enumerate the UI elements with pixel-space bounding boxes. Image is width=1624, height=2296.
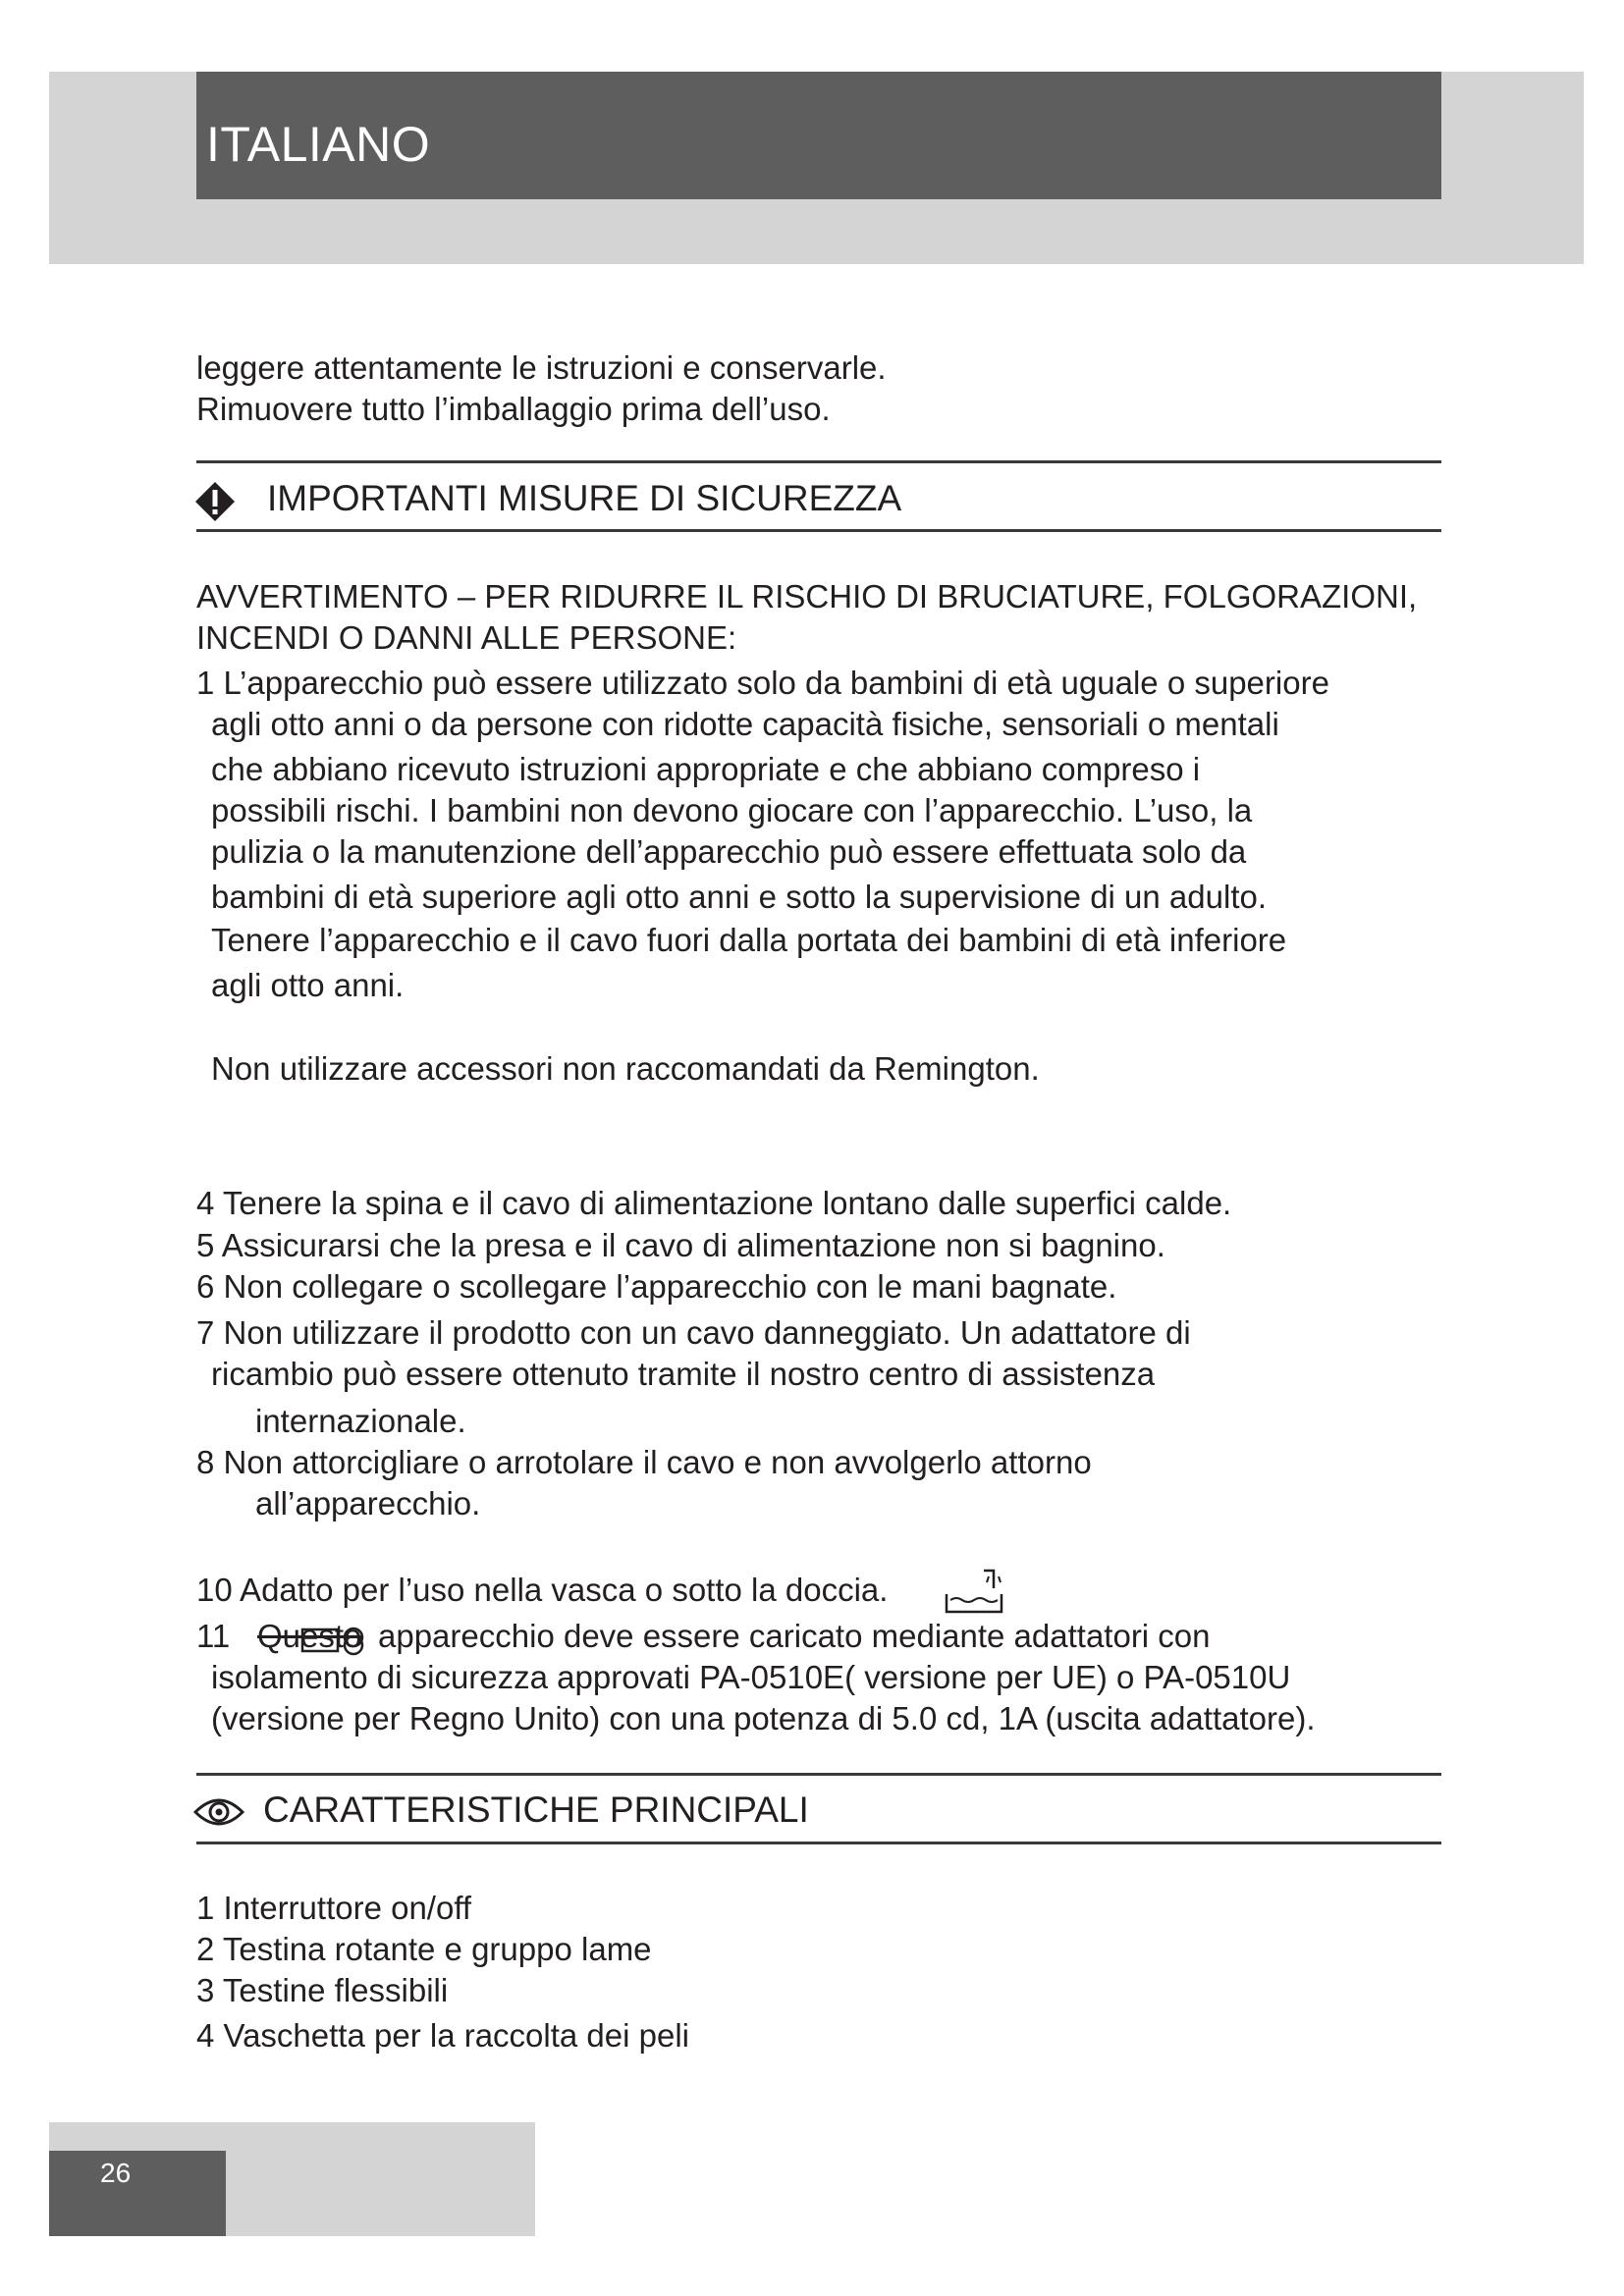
item-5: 5 Assicurarsi che la presa e il cavo di alimentazione non si bagnino. [196, 1227, 1165, 1263]
bath-shower-icon [943, 1567, 1009, 1618]
item-11-struck-word: Questo [257, 1618, 362, 1654]
warning-line-1: AVVERTIMENTO – PER RIDURRE IL RISCHIO DI BRUCIATURE, FOLGORAZIONI, [196, 578, 1418, 614]
feature-item-2: 2 Testina rotante e gruppo lame [196, 1931, 652, 1967]
item-1-line-8: agli otto anni. [211, 967, 405, 1003]
features-title: CARATTERISTICHE PRINCIPALI [263, 1789, 809, 1830]
warning-icon [194, 481, 236, 522]
item-1-line-4: possibili rischi. I bambini non devono giocare con l’apparecchio. L’uso, la [211, 792, 1253, 828]
item-11-line-2: isolamento di sicurezza approvati PA-0510E( versione per UE) o PA-0510U [211, 1659, 1291, 1695]
feature-item-1: 1 Interruttore on/off [196, 1890, 472, 1926]
item-1-line-1: 1 L’apparecchio può essere utilizzato solo da bambini di età uguale o superiore [196, 665, 1329, 701]
item-8-line-1: 8 Non attorcigliare o arrotolare il cavo e non avvolgerlo attorno [196, 1444, 1092, 1480]
item-6: 6 Non collegare o scollegare l’apparecchio con le mani bagnate. [196, 1268, 1117, 1305]
page-number: 26 [100, 2158, 132, 2188]
language-title: ITALIANO [206, 117, 431, 172]
warning-line-2: INCENDI O DANNI ALLE PERSONE: [196, 619, 737, 656]
item-8-line-2: all’apparecchio. [255, 1485, 481, 1522]
feature-item-3: 3 Testine flessibili [196, 1972, 449, 2008]
item-7-line-1: 7 Non utilizzare il prodotto con un cavo danneggiato. Un adattatore di [196, 1314, 1191, 1351]
item-1-line-2: agli otto anni o da persone con ridotte capacità fisiche, sensoriali o mentali [211, 706, 1279, 742]
features-rule-top [196, 1773, 1441, 1776]
accessories-note: Non utilizzare accessori non raccomandati da Remington. [211, 1050, 1040, 1087]
safety-rule-bottom [196, 529, 1441, 532]
item-10: 10 Adatto per l’uso nella vasca o sotto la doccia. [196, 1572, 889, 1608]
item-7-line-2: ricambio può essere ottenuto tramite il nostro centro di assistenza [211, 1356, 1156, 1392]
intro-line-2: Rimuovere tutto l’imballaggio prima dell’uso. [196, 391, 831, 427]
features-rule-bottom [196, 1842, 1441, 1844]
feature-item-4: 4 Vaschetta per la raccolta dei peli [196, 2017, 690, 2054]
safety-rule-top [196, 460, 1441, 463]
intro-line-1: leggere attentamente le istruzioni e conservarle. [196, 349, 887, 386]
item-1-line-3: che abbiano ricevuto istruzioni appropriate e che abbiano compreso i [211, 751, 1201, 787]
item-11-line-3: (versione per Regno Unito) con una potenza di 5.0 cd, 1A (uscita adattatore). [211, 1700, 1316, 1736]
item-4: 4 Tenere la spina e il cavo di alimentazione lontano dalle superfici calde. [196, 1185, 1232, 1221]
item-11-line-1: apparecchio deve essere caricato mediante adattatori con [378, 1618, 1211, 1654]
item-1-line-5: pulizia o la manutenzione dell’apparecchio può essere effettuata solo da [211, 833, 1247, 870]
item-7-line-3: internazionale. [255, 1403, 466, 1439]
item-1-line-6: bambini di età superiore agli otto anni e sotto la supervisione di un adulto. [211, 879, 1268, 915]
item-1-line-7: Tenere l’apparecchio e il cavo fuori dalla portata dei bambini di età inferiore [211, 922, 1287, 958]
safety-title: IMPORTANTI MISURE DI SICUREZZA [267, 478, 902, 518]
safety-transformer-icon [295, 1622, 383, 1657]
footer-bar [49, 2151, 226, 2236]
eye-icon [192, 1794, 245, 1830]
item-11-number: 11 [196, 1618, 231, 1654]
